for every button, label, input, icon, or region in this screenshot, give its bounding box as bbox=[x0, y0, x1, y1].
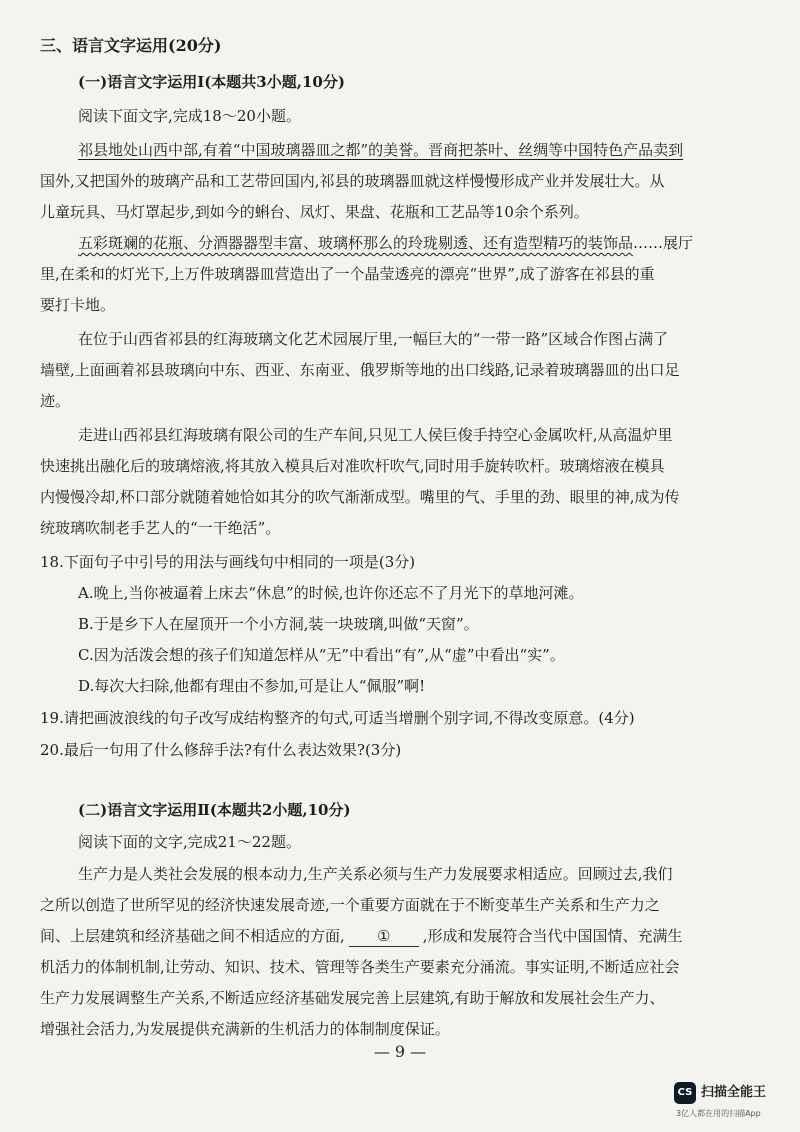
passage1-line-4-rest: ……展厅 bbox=[633, 234, 694, 252]
part1-title: (一)语言文字运用Ⅰ(本题共3小题,10分) bbox=[78, 73, 345, 91]
section-heading: 三、语言文字运用(20分) bbox=[40, 36, 222, 55]
passage2-line-1: 在位于山西省祁县的红海玻璃文化艺术园展厅里,一幅巨大的“一带一路”区域合作图占满了 bbox=[78, 330, 669, 348]
question-18-option-a: A.晚上,当你被逼着上床去“休息”的时候,也许你还忘不了月光下的草地河滩。 bbox=[78, 584, 584, 602]
question-20: 20.最后一句用了什么修辞手法?有什么表达效果?(3分) bbox=[40, 741, 402, 759]
scanner-watermark bbox=[674, 1080, 786, 1122]
fill-blank-1: ① bbox=[349, 926, 419, 947]
question-18-option-c: C.因为活泼会想的孩子们知道怎样从“无”中看出“有”,从“虚”中看出“实”。 bbox=[78, 646, 565, 664]
part2-line-1: 生产力是人类社会发展的根本动力,生产关系必须与生产力发展要求相适应。回顾过去,我们 bbox=[78, 865, 673, 883]
passage3-line-1: 走进山西祁县红海玻璃有限公司的生产车间,只见工人侯巨俊手持空心金属吹杆,从高温炉里 bbox=[78, 426, 673, 444]
part2-line-4: 机活力的体制机制,让劳动、知识、技术、管理等各类生产要素充分涌流。事实证明,不断适应社会 bbox=[40, 958, 680, 976]
part2-title: (二)语言文字运用Ⅱ(本题共2小题,10分) bbox=[78, 801, 351, 819]
question-19: 19.请把画波浪线的句子改写成结构整齐的句式,可适当增删个别字词,不得改变原意。(4分) bbox=[40, 709, 635, 727]
passage1-line-4 bbox=[78, 233, 693, 253]
passage1-line-2: 国外,又把国外的玻璃产品和工艺带回国内,祁县的玻璃器皿就这样慢慢形成产业并发展壮大。从 bbox=[40, 172, 665, 190]
watermark-app-name: 扫描全能王 bbox=[701, 1085, 767, 1100]
part2-line-5: 生产力发展调整生产关系,不断适应经济基础发展完善上层建筑,有助于解放和发展社会生产力、 bbox=[40, 989, 665, 1007]
part2-line-6: 增强社会活力,为发展提供充满新的生机活力的体制制度保证。 bbox=[40, 1020, 450, 1038]
passage1-line-5: 里,在柔和的灯光下,上万件玻璃器皿营造出了一个晶莹透亮的漂亮“世界”,成了游客在祁县的重 bbox=[40, 265, 655, 283]
passage3-line-2: 快速挑出融化后的玻璃熔液,将其放入模具后对准吹杆吹气,同时用手旋转吹杆。玻璃熔液在模具 bbox=[40, 457, 665, 475]
passage1-line-6: 要打卡地。 bbox=[40, 296, 116, 314]
passage1-line-3: 儿童玩具、马灯罩起步,到如今的蝌台、凤灯、果盘、花瓶和工艺品等10余个系列。 bbox=[40, 203, 589, 221]
passage2-line-3: 迹。 bbox=[40, 392, 71, 410]
camscanner-logo-icon: CS bbox=[674, 1082, 696, 1104]
part2-line-3-end: ,形成和发展符合当代中国国情、充满生 bbox=[422, 927, 683, 945]
passage3-line-3: 内慢慢冷却,杯口部分就随着她恰如其分的吹气渐渐成型。嘴里的气、手里的劲、眼里的神,成为传 bbox=[40, 488, 680, 506]
part1-instruction: 阅读下面文字,完成18～20小题。 bbox=[78, 107, 301, 125]
question-18: 18.下面句子中引号的用法与画线句中相同的一项是(3分) bbox=[40, 553, 416, 571]
passage3-line-4: 统玻璃吹制老手艺人的“一干绝活”。 bbox=[40, 519, 281, 537]
question-18-option-d: D.每次大扫除,他都有理由不参加,可是让人“佩服”啊! bbox=[78, 677, 426, 695]
part2-line-3-start: 间、上层建筑和经济基础之间不相适应的方面, bbox=[40, 927, 345, 945]
wavy-underlined-sentence: 五彩斑斓的花瓶、分酒器器型丰富、玻璃杯那么的玲珑剔透、还有造型精巧的装饰品 bbox=[78, 234, 634, 252]
watermark-tagline: 3亿人都在用的扫描App bbox=[676, 1109, 761, 1118]
passage2-line-2: 墙壁,上面画着祁县玻璃向中东、西亚、东南亚、俄罗斯等地的出口线路,记录着玻璃器皿的出口足 bbox=[40, 361, 680, 379]
page-number: — 9 — bbox=[373, 1042, 427, 1061]
passage1-line-1: 祁县地处山西中部,有着“中国玻璃器皿之都”的美誉。晋商把茶叶、丝绸等中国特色产品卖到 bbox=[78, 141, 684, 159]
part2-instruction: 阅读下面的文字,完成21～22题。 bbox=[78, 833, 301, 851]
part2-line-3 bbox=[40, 926, 683, 947]
part2-line-2: 之所以创造了世所罕见的经济快速发展奇迹,一个重要方面就在于不断变革生产关系和生产力之 bbox=[40, 896, 660, 914]
question-18-option-b: B.于是乡下人在屋顶开一个小方洞,装一块玻璃,叫做“天窗”。 bbox=[78, 615, 479, 633]
